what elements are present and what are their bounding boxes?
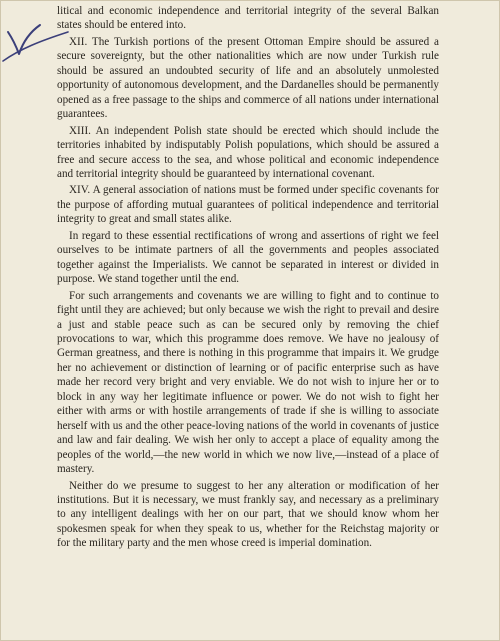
- paragraph-institutions: Neither do we presume to suggest to her any alteration or modification of her institutions. But it is necessary, we must frankly say, and necessary as a preliminary to any intelligent dealings with her on our part, that we should know whom her spokesmen speak for when they speak to us, whether for the Reichstag majority or for the military party and the men whose creed is imperial domination.: [57, 479, 439, 550]
- paragraph-point-xiv: XIV. A general association of nations must be formed under specific covenants for the purpose of affording mutual guarantees of political independence and territorial integrity to great and small states alike.: [57, 184, 439, 226]
- paragraph-balkan-continuation: litical and economic independence and territorial integrity of the several Balkan states should be entered into.: [57, 5, 439, 32]
- paragraph-point-xii: XII. The Turkish portions of the present Ottoman Empire should be assured a secure sovereignty, but the other nationalities which are now under Turkish rule should be assured an undoubted security of life and an absolutely unmolested opportunity of autonomous development, and the Dardanelles should be permanently opened as a free passage to the ships and commerce of all nations under international guarantees.: [57, 35, 439, 121]
- document-text: [57, 4, 439, 551]
- paragraph-arrangements: For such arrangements and covenants we are willing to fight and to continue to fight until they are achieved; but only because we wish the right to prevail and desire a just and stable peace such as can be secured only by removing the chief provocations to war, which this programme does remove. We have no jealousy of German greatness, and there is nothing in this programme that impairs it. We grudge her no achievement or distinction of learning or of pacific enterprise such as have made her record very bright and very enviable. We do not wish to injure her or to block in any way her legitimate influence or power. We do not wish to fight her either with arms or with hostile arrangements of trade if she is willing to associate herself with us and the other peace-loving nations of the world in covenants of justice and law and fair dealing. We wish her only to accept a place of equality among the peoples of the world,—the new world in which we now live,—instead of a place of mastery.: [57, 289, 439, 476]
- paragraph-partnership: In regard to these essential rectifications of wrong and assertions of right we feel ourselves to be intimate partners of all the governments and peoples associated together against the Imperialists. We cannot be separated in interest or divided in purpose. We stand together until the end.: [57, 229, 439, 286]
- paragraph-point-xiii: XIII. An independent Polish state should be erected which should include the territories inhabited by indisputably Polish populations, which should be assured a free and secure access to the sea, and whose political and economic independence and territorial integrity should be guaranteed by international covenant.: [57, 124, 439, 180]
